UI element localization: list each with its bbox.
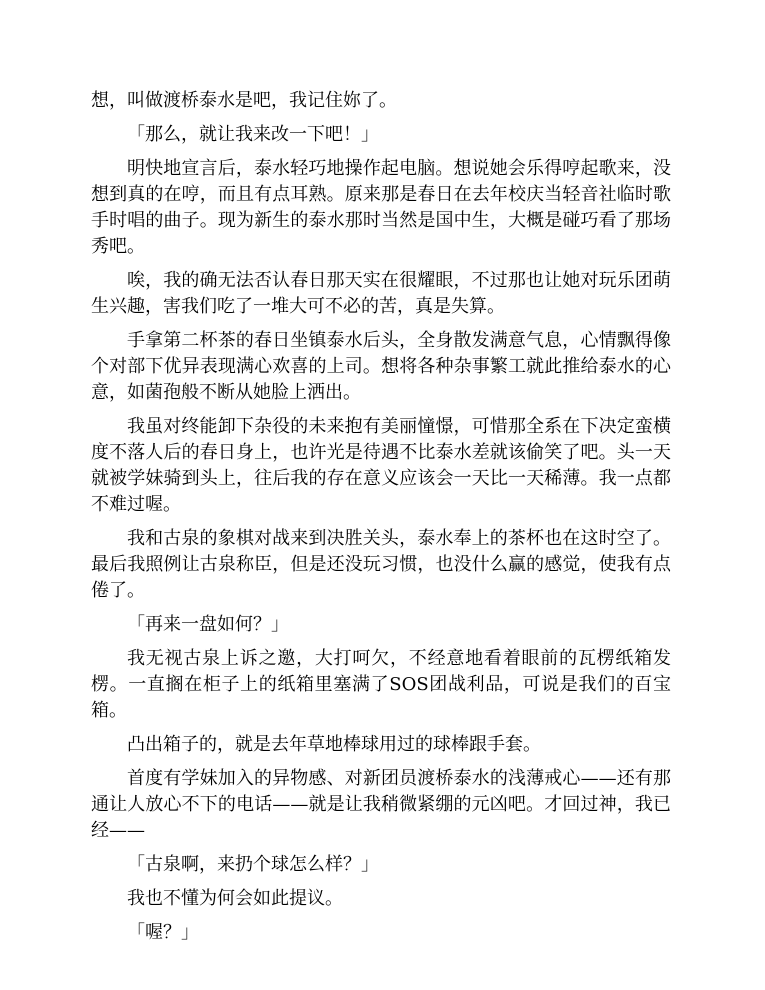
paragraph: 凸出箱子的，就是去年草地棒球用过的球棒跟手套。 [127, 734, 541, 755]
document-page [91, 88, 671, 954]
paragraph-dialogue: 「古泉啊，来扔个球怎么样？」 [127, 854, 379, 875]
paragraph: 我无视古泉上诉之邀，大打呵欠，不经意地看着眼前的瓦楞纸箱发楞。一直搁在柜子上的纸箱里塞满了SOS团战利品，可说是我们的百宝箱。 [91, 648, 671, 721]
paragraph: 首度有学妹加入的异物感、对新团员渡桥泰水的浅薄戒心——还有那通让人放心不下的电话——就是让我稍微紧绷的元凶吧。才回过神，我已经—— [91, 768, 671, 841]
paragraph: 明快地宣言后，泰水轻巧地操作起电脑。想说她会乐得哼起歌来，没想到真的在哼，而且有点耳熟。原来那是春日在去年校庆当轻音社临时歌手时唱的曲子。现为新生的泰水那时当然是国中生，大概是碰巧看了那场秀吧。 [91, 158, 671, 257]
paragraph: 手拿第二杯茶的春日坐镇泰水后头，全身散发满意气息，心情飘得像个对部下优异表现满心欢喜的上司。想将各种杂事繁工就此推给泰水的心意，如菌孢般不断从她脸上洒出。 [91, 330, 671, 403]
paragraph-dialogue: 「那么，就让我来改一下吧！」 [127, 124, 379, 145]
paragraph-continuation: 想，叫做渡桥泰水是吧，我记住妳了。 [91, 90, 397, 111]
paragraph: 我也不懂为何会如此提议。 [127, 888, 343, 909]
paragraph-dialogue: 「再来一盘如何？」 [127, 614, 289, 635]
paragraph-dialogue: 「喔？」 [127, 922, 199, 943]
paragraph: 唉，我的确无法否认春日那天实在很耀眼，不过那也让她对玩乐团萌生兴趣，害我们吃了一堆大可不必的苦，真是失算。 [91, 270, 671, 317]
paragraph: 我虽对终能卸下杂役的未来抱有美丽憧憬，可惜那全系在下决定蛮横度不落人后的春日身上，也许光是待遇不比泰水差就该偷笑了吧。头一天就被学妹骑到头上，往后我的存在意义应该会一天比一天稀薄。我一点都不难过喔。 [91, 416, 671, 515]
paragraph: 我和古泉的象棋对战来到决胜关头，泰水奉上的茶杯也在这时空了。最后我照例让古泉称臣，但是还没玩习惯，也没什么赢的感觉，使我有点倦了。 [91, 528, 671, 601]
